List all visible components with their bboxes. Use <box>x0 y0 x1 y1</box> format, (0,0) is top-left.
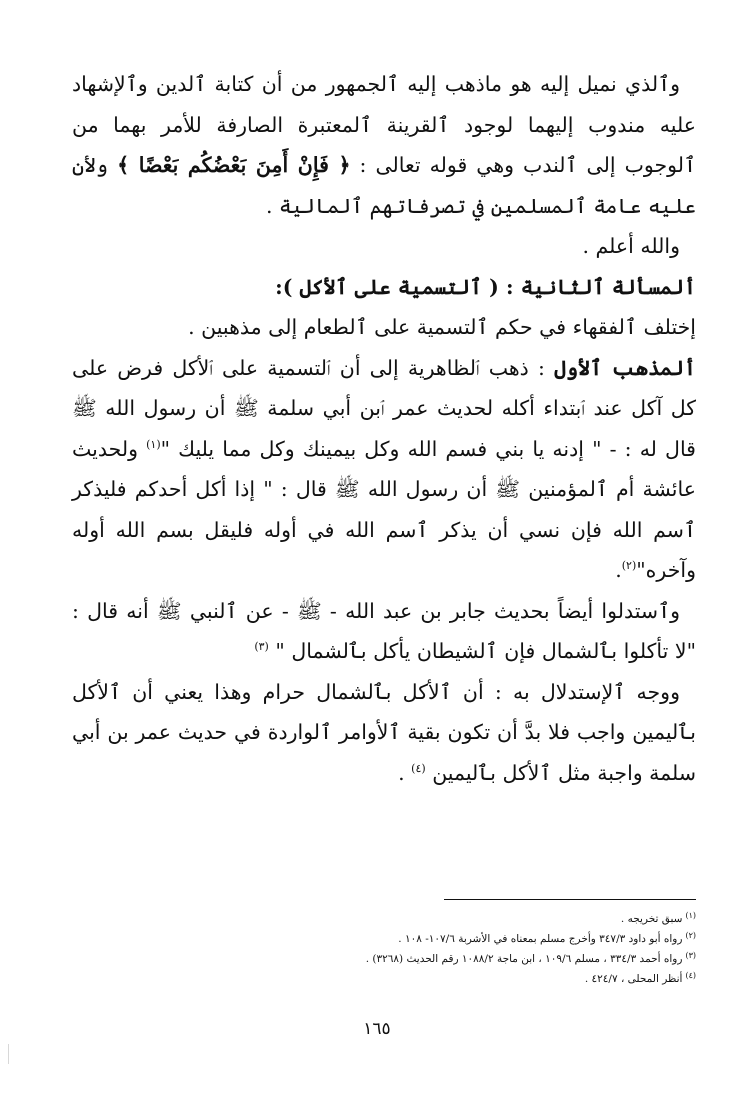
paragraph-reasoning <box>72 672 696 794</box>
paragraph-jabir <box>72 591 696 672</box>
footnote <box>300 949 696 969</box>
paragraph-intro: إختلف ٱلفقهاء في حكم ٱلتسمية على ٱلطعام إلى مذهبين . <box>188 315 696 339</box>
footnote-number: (٢) <box>685 930 696 940</box>
footnote-number: (٤) <box>685 970 696 980</box>
paragraph-text: وٱلذي نميل إليه هو ماذهب إليه ٱلجمهور من أن كتابة ٱلدين وٱلإشهاد عليه مندوب إليهما لوجود ٱلقرينة ٱلمعتبرة الصارفة للأمر بهما من ٱلوجوب إلى ٱلندب وهي قوله تعالى : <box>72 72 696 177</box>
footnote-number: (١) <box>685 910 696 920</box>
footnote <box>300 909 696 929</box>
paragraph-text: وٱستدلوا أيضاً بحديث جابر بن عبد الله - ﷺ - عن ٱلنبي ﷺ أنه قال : "لا تأكلوا بٱلشمال فإن ٱلشيطان يأكل بٱلشمال " <box>72 598 696 663</box>
paragraph-allah-knows: والله أعلم . <box>582 234 680 258</box>
footnote-divider <box>444 899 696 900</box>
paragraph-text: . <box>615 558 622 582</box>
section-heading: ألمسألة ٱلثانية : ( ٱلتسمية على ٱلأكل ): <box>275 274 696 299</box>
footnote-text: رواه أحمد ٣٣٤/٣ ، مسلم ١٠٩/٦ ، ابن ماجة ١٠٨٨/٢ رقم الحديث (٣٢٦٨) . <box>365 953 683 965</box>
paragraph-text: ولأن عليه عامة ٱلمسلمين في تصرفاتهم ٱلمالية . <box>72 153 696 218</box>
paragraph-text: ولحديث عائشة أم ٱلمؤمنين ﷺ أن رسول الله ﷺ قال : " إذا أكل أحدكم فليذكر ٱسم الله فإن نسي أن يذكر ٱسم الله في أوله فليقل بسم الله أوله وآخره" <box>72 436 696 582</box>
scan-mark <box>8 1044 9 1064</box>
footnote-text: رواه أبو داود ٣٤٧/٣ وأخرج مسلم بمعناه في الأشربة ١٠٧/٦- ١٠٨ . <box>398 933 683 945</box>
page-number: ١٦٥ <box>363 1019 391 1039</box>
footnote <box>300 969 696 989</box>
footnote-ref[interactable]: (٣) <box>254 640 269 654</box>
quran-verse: ﴿ فَإِنْ أَمِنَ بَعْضُكُم بَعْضًا ﴾ <box>117 153 351 177</box>
footnote-ref[interactable]: (٤) <box>411 761 426 775</box>
footnote-text: أنظر المحلى ، ٤٢٤/٧ . <box>584 973 683 985</box>
paragraph-text: . <box>398 760 405 785</box>
footnote-number: (٣) <box>685 950 696 960</box>
footnote <box>300 929 696 949</box>
main-text-block <box>72 64 696 793</box>
paragraph-text: : ذهب ٱلظاهرية إلى أن ٱلتسمية على ٱلأكل فرض على كل آكل عند ٱبتداء أكله لحديث عمر ٱبن أبي سلمة ﷺ أن رسول الله ﷺ قال له : - " إدنه يا بني فسم الله وكل بيمينك وكل مما يليك " <box>72 355 696 461</box>
madhab-label: ألمذهب ٱلأول <box>554 355 696 380</box>
footnote-ref[interactable]: (١) <box>146 437 161 451</box>
paragraph-debt-opinion <box>72 64 696 226</box>
footnote-ref[interactable]: (٢) <box>621 559 637 573</box>
paragraph-first-madhab <box>72 348 696 591</box>
footnotes <box>300 909 696 989</box>
paragraph-text: ووجه ٱلإستدلال به : أن ٱلأكل بٱلشمال حرام وهذا يعني أن ٱلأكل بٱليمين واجب فلا بدَّ أن تكون بقية ٱلأوامر ٱلواردة في حديث عمر بن أبي سلمة واجبة مثل ٱلأكل بٱليمين <box>72 679 696 785</box>
footnote-text: سبق تخريجه . <box>620 913 683 925</box>
